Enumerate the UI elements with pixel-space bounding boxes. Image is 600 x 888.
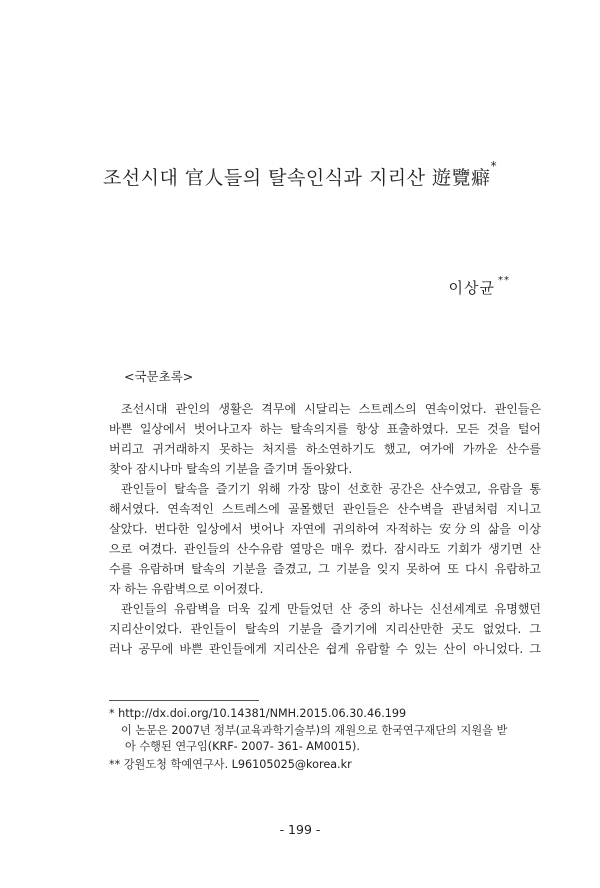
- footnote-affiliation: ** 강원도청 학예연구사. L96105025@korea.kr: [109, 758, 352, 771]
- body-line: 으로 여겼다. 관인들의 산수유람 열망은 매우 컸다. 잠시라도 기회가 생기면 산: [109, 542, 541, 556]
- body-line: 지리산이었다. 관인들이 탈속의 기분을 즐기기에 지리산만한 곳도 없었다. 그: [109, 622, 541, 636]
- paper-title-text: 조선시대 官人들의 탈속인식과 지리산 遊覽癖: [102, 167, 491, 189]
- body-line: 해서였다. 연속적인 스트레스에 골몰했던 관인들은 산수벽을 관념처럼 지니고: [109, 502, 541, 516]
- body-line: 러나 공무에 바쁜 관인들에게 지리산은 쉽게 유람할 수 있는 산이 아니었다. 그: [109, 642, 541, 656]
- footnote-divider: [109, 700, 259, 701]
- body-line: 수를 유람하며 탈속의 기분을 즐겼고, 그 기분을 잊지 못하여 또 다시 유람하고: [109, 562, 541, 576]
- body-line: 찾아 잠시나마 탈속의 기분을 즐기며 돌아왔다.: [109, 462, 353, 476]
- title-footnote-mark[interactable]: *: [490, 159, 498, 173]
- page-number: - 199 -: [279, 822, 321, 837]
- author-footnote-mark[interactable]: **: [498, 275, 510, 286]
- body-line: 관인들의 유람벽을 더욱 깊게 만들었던 산 중의 하나는 신선세계로 유명했던: [121, 602, 541, 616]
- body-line: 조선시대 관인의 생활은 격무에 시달리는 스트레스의 연속이었다. 관인들은: [121, 402, 541, 416]
- footnote-doi[interactable]: * http://dx.doi.org/10.14381/NMH.2015.06.30.46.199: [109, 707, 407, 720]
- body-line: 바쁜 일상에서 벗어나고자 하는 탈속의지를 항상 표출하였다. 모든 것을 털어: [109, 422, 541, 436]
- body-line: 관인들이 탈속을 즐기기 위해 가장 많이 선호한 공간은 산수였고, 유람을 통: [121, 482, 541, 496]
- author-name: [449, 277, 510, 298]
- footnote-funding-cont: 아 수행된 연구임(KRF- 2007- 361- AM0015).: [125, 740, 360, 753]
- body-line: 살았다. 번다한 일상에서 벗어나 자연에 귀의하여 자적하는 安分의 삶을 이상: [109, 522, 541, 536]
- footnote-funding: 이 논문은 2007년 정부(교육과학기술부)의 재원으로 한국연구재단의 지원을 받: [121, 724, 508, 737]
- paper-title: [0, 159, 600, 190]
- body-line: 버리고 귀거래하지 못하는 처지를 하소연하기도 했고, 여가에 가까운 산수를: [109, 442, 541, 456]
- abstract-body: [109, 399, 541, 659]
- author-name-text: 이상균: [448, 279, 495, 297]
- abstract-heading: <국문초록>: [124, 369, 194, 384]
- body-line: 자 하는 유람벽으로 이어졌다.: [109, 582, 264, 596]
